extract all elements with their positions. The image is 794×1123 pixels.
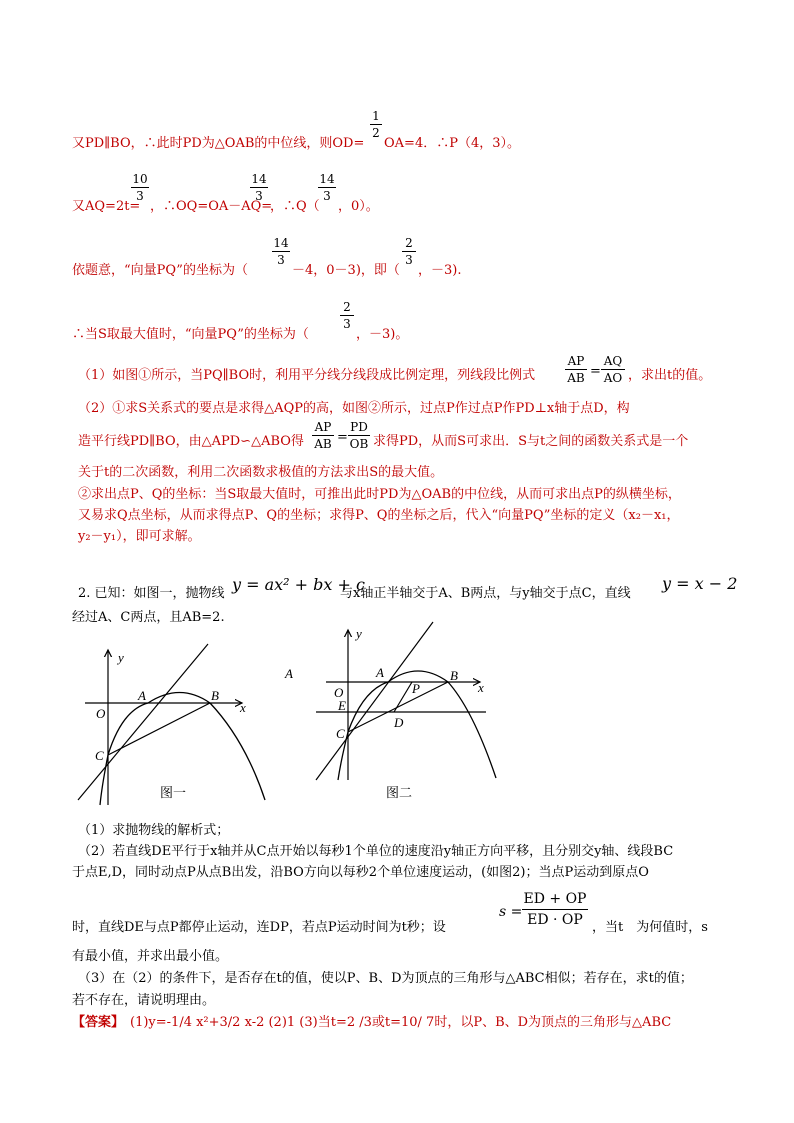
segment-bc [108,703,210,755]
figure-1-caption: 图一 [160,786,187,801]
sol1-post: OA=4．∴P（4，3）。 [384,136,520,151]
frac-den: OB [349,437,369,451]
fig2-label-y: y [356,626,362,641]
analysis-p2-fraction-1 [312,420,334,451]
question-2-line2: 于点E,D，同时动点P从点B出发，沿BO方向以每秒2个单位速度运动，(如图2)；当点P运动到原点O [72,865,649,880]
figure-2-caption: 图二 [386,786,413,801]
fig2-label-c: C [336,726,345,741]
line-ac [316,622,433,780]
frac-den: AO [603,371,623,385]
question-3-line2: 若不存在，请说明理由。 [72,993,216,1008]
question-2-pre: 时，直线DE与点P都停止运动，连DP，若点P运动时间为t秒；设 [72,920,446,935]
frac-num: AQ [603,354,623,368]
frac-num: 14 [251,172,267,186]
question-3-line1: （3）在（2）的条件下，是否存在t的值，使以P、B、D为顶点的三角形与△ABC相似；若存在，求t的值； [78,971,693,986]
analysis-p3-line2: 又易求Q点坐标，从而求得点P、Q的坐标；求得P、Q的坐标之后，代入“向量PQ”坐标的定义（x₂－x₁， [78,508,680,523]
segment-dp [394,682,412,712]
s-denominator: ED · OP [527,912,583,928]
frac-den: AB [567,371,585,385]
fig1-label-x: x [240,700,246,715]
sol4-fraction [340,300,354,331]
analysis-p3-line1: ②求出点P、Q的坐标：当S取最大值时，可推出此时PD为△OAB的中位线，从而可求出点P的纵横坐标， [78,487,681,502]
frac-num: 14 [273,236,289,250]
analysis-p2-fraction-2 [348,420,370,451]
sol2-fraction-3 [318,172,336,203]
sol2-fraction-1 [131,172,149,203]
analysis-p1-fraction-1 [565,354,587,385]
fig2-label-e: E [338,698,346,713]
parabola-equation: y = ax² + bx + c [232,575,365,594]
line-ac [78,644,208,800]
analysis-p2-line3: 关于t的二次函数，利用二次函数求极值的方法求出S的最大值。 [78,465,444,480]
answer-tag: 【答案】 [72,1015,125,1030]
stray-label-a: A [285,666,293,681]
question-1: （1）求抛物线的解析式； [78,823,230,838]
sol3-pre: 依题意，“向量PQ”的坐标为（ [72,263,248,278]
fig2-label-a: A [376,665,384,680]
frac-den: 3 [405,253,413,267]
fig1-label-y: y [118,650,124,665]
sol2-post: ，0）。 [338,199,379,214]
sol4-post: ，－3)。 [356,327,409,342]
sol3-post: ，－3). [418,263,462,278]
frac-den: 3 [343,317,351,331]
sol2-pre: 又AQ=2t= [72,199,141,214]
analysis-p3-line3: y₂－y₁），即可求解。 [78,529,201,544]
fig1-label-o: O [96,706,106,721]
sol3-mid: －4，0－3)，即（ [292,263,400,278]
frac-den: AB [314,437,332,451]
p2-intro-line2: 经过A、C两点，且AB=2. [72,610,225,625]
question-2-post: ，当t 为何值时，s [592,920,708,935]
sol2-fraction-2 [250,172,268,203]
frac-num: AP [567,354,585,368]
frac-den: 3 [136,189,144,203]
sol1-fraction [370,109,382,140]
frac-num: 2 [405,236,413,250]
fig2-label-d: D [394,715,404,730]
sol2-mid: ，∴OQ=OA－AQ= [150,199,273,214]
question-2-line4: 有最小值，并求出最小值。 [72,949,229,964]
analysis-p2-pre: 造平行线PD∥BO，由△APD∽△ABO得 [78,434,304,449]
analysis-p2-eq: = [337,430,348,445]
sol3-fraction-2 [402,236,416,267]
p2-intro-mid: 与x轴正半轴交于A、B两点，与y轴交于点C，直线 [340,586,631,601]
fig1-label-a: A [138,688,146,703]
figure-2 [308,620,508,785]
frac-num: 14 [319,172,335,186]
fig1-label-c: C [95,748,104,763]
line-equation: y = x − 2 [662,574,738,593]
frac-den: 3 [277,253,285,267]
analysis-p1-fraction-2 [601,354,625,385]
question-2-line1: （2）若直线DE平行于x轴并从C点开始以每秒1个单位的速度沿y轴正方向平移，且分别交y轴、线段BC [78,844,674,859]
analysis-p1-eq: = [590,364,601,379]
frac-num: AP [314,420,332,434]
s-fraction [522,890,588,929]
answer-text: (1)y=-1/4 x²+3/2 x-2 (2)1 (3)当t=2 /3或t=10/ 7时，以P、B、D为顶点的三角形与△ABC [130,1015,672,1030]
fig2-label-o: O [334,685,344,700]
fig1-label-b: B [211,688,219,703]
frac-den: 3 [323,189,331,203]
fig2-label-p: P [412,681,420,696]
analysis-p2-line1: （2）①求S关系式的要点是求得△AQP的高，如图②所示，过点P作过点P作PD⊥x轴于点D，构 [78,401,630,416]
fig2-label-x: x [478,680,484,695]
s-lhs: s = [499,904,523,920]
frac-num: 1 [372,109,380,123]
sol2-mid2: ，∴Q（ [270,199,320,214]
frac-num: 2 [343,300,351,314]
frac-num: 10 [132,172,148,186]
frac-num: PD [350,420,368,434]
frac-den: 3 [255,189,263,203]
fig2-label-b: B [450,668,458,683]
s-numerator: ED + OP [523,891,587,907]
analysis-p2-post: 求得PD，从而S可求出．S与t之间的函数关系式是一个 [373,434,689,449]
frac-den: 2 [372,126,380,140]
sol1-pre: 又PD∥BO，∴此时PD为△OAB的中位线，则OD= [72,136,365,151]
sol4-pre: ∴当S取最大值时，“向量PQ”的坐标为（ [72,327,309,342]
p2-intro-pre: 2. 已知：如图一，抛物线 [78,586,225,601]
analysis-p1-post: ，求出t的值。 [628,368,712,383]
sol3-fraction-1 [272,236,290,267]
analysis-p1-pre: （1）如图①所示，当PQ∥BO时，利用平分线分线段成比例定理，列线段比例式 [78,368,536,383]
